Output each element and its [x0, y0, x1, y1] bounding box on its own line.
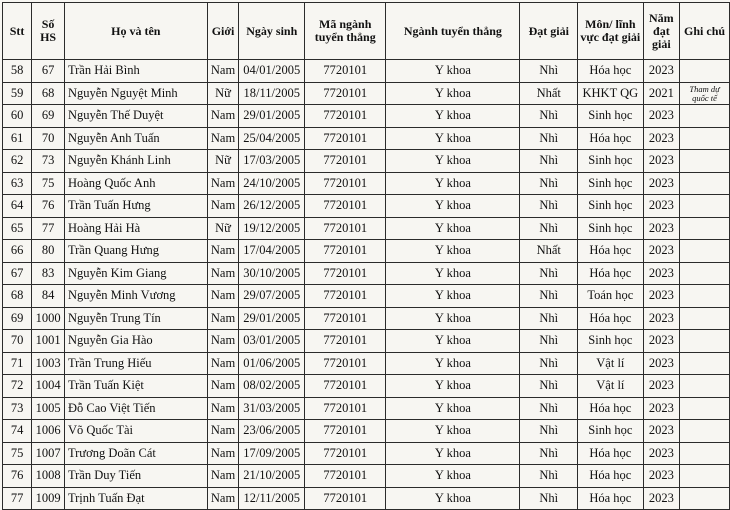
cell-so-hs: 1007: [32, 442, 65, 465]
cell-ho-ten: Trịnh Tuấn Đạt: [64, 487, 207, 510]
cell-so-hs: 75: [32, 172, 65, 195]
cell-ho-ten: Trần Tuấn Hưng: [64, 195, 207, 218]
cell-so-hs: 84: [32, 285, 65, 308]
cell-ho-ten: Trần Tuấn Kiệt: [64, 375, 207, 398]
cell-mon: Hóa học: [578, 262, 644, 285]
header-gioi: Giới: [207, 3, 239, 60]
table-row: [3, 82, 730, 105]
cell-ghi-chu: [680, 487, 730, 510]
cell-mon: KHKT QG: [578, 82, 644, 105]
header-ngay-sinh: Ngày sinh: [239, 3, 305, 60]
cell-stt: 60: [3, 105, 32, 128]
table-row: [3, 262, 730, 285]
cell-nganh: Y khoa: [386, 307, 520, 330]
cell-ghi-chu: Tham dự quốc tế: [680, 82, 730, 105]
cell-stt: 58: [3, 60, 32, 83]
cell-dat-giai: Nhất: [520, 82, 578, 105]
table-row: [3, 465, 730, 488]
cell-stt: 66: [3, 240, 32, 263]
cell-ngay-sinh: 12/11/2005: [239, 487, 305, 510]
cell-nam: 2023: [643, 330, 679, 353]
cell-ngay-sinh: 21/10/2005: [239, 465, 305, 488]
cell-mon: Hóa học: [578, 127, 644, 150]
cell-so-hs: 83: [32, 262, 65, 285]
cell-ma-nganh: 7720101: [305, 442, 386, 465]
cell-ghi-chu: [680, 240, 730, 263]
cell-dat-giai: Nhì: [520, 465, 578, 488]
cell-stt: 74: [3, 420, 32, 443]
cell-ngay-sinh: 17/04/2005: [239, 240, 305, 263]
cell-nganh: Y khoa: [386, 465, 520, 488]
cell-nganh: Y khoa: [386, 487, 520, 510]
table-row: [3, 307, 730, 330]
cell-nam: 2023: [643, 285, 679, 308]
cell-ho-ten: Nguyễn Kim Giang: [64, 262, 207, 285]
cell-gioi: Nam: [207, 375, 239, 398]
cell-ghi-chu: [680, 172, 730, 195]
cell-ho-ten: Trương Doãn Cát: [64, 442, 207, 465]
cell-mon: Sinh học: [578, 195, 644, 218]
cell-ngay-sinh: 29/01/2005: [239, 105, 305, 128]
cell-ma-nganh: 7720101: [305, 105, 386, 128]
cell-mon: Hóa học: [578, 442, 644, 465]
table-row: [3, 240, 730, 263]
cell-gioi: Nam: [207, 465, 239, 488]
cell-stt: 71: [3, 352, 32, 375]
table-row: [3, 375, 730, 398]
cell-dat-giai: Nhì: [520, 442, 578, 465]
cell-ghi-chu: [680, 375, 730, 398]
cell-dat-giai: Nhì: [520, 285, 578, 308]
cell-ngay-sinh: 08/02/2005: [239, 375, 305, 398]
cell-gioi: Nữ: [207, 217, 239, 240]
cell-ma-nganh: 7720101: [305, 330, 386, 353]
cell-ghi-chu: [680, 307, 730, 330]
cell-ghi-chu: [680, 465, 730, 488]
cell-gioi: Nữ: [207, 82, 239, 105]
header-dat-giai: Đạt giải: [520, 3, 578, 60]
cell-ghi-chu: [680, 60, 730, 83]
cell-nganh: Y khoa: [386, 217, 520, 240]
cell-mon: Sinh học: [578, 172, 644, 195]
cell-ma-nganh: 7720101: [305, 127, 386, 150]
cell-gioi: Nam: [207, 352, 239, 375]
cell-stt: 63: [3, 172, 32, 195]
table-row: [3, 195, 730, 218]
cell-nganh: Y khoa: [386, 195, 520, 218]
table-row: [3, 217, 730, 240]
cell-gioi: Nam: [207, 330, 239, 353]
cell-gioi: Nam: [207, 105, 239, 128]
cell-nganh: Y khoa: [386, 105, 520, 128]
cell-nganh: Y khoa: [386, 285, 520, 308]
cell-so-hs: 70: [32, 127, 65, 150]
header-ho-ten: Họ và tên: [64, 3, 207, 60]
cell-dat-giai: Nhì: [520, 487, 578, 510]
cell-nganh: Y khoa: [386, 352, 520, 375]
cell-ho-ten: Trần Trung Hiếu: [64, 352, 207, 375]
cell-stt: 73: [3, 397, 32, 420]
cell-ghi-chu: [680, 150, 730, 173]
header-ma-nganh: Mã ngành tuyển thẳng: [305, 3, 386, 60]
table-row: [3, 397, 730, 420]
cell-stt: 70: [3, 330, 32, 353]
cell-gioi: Nam: [207, 262, 239, 285]
cell-mon: Sinh học: [578, 105, 644, 128]
cell-nganh: Y khoa: [386, 60, 520, 83]
cell-so-hs: 1008: [32, 465, 65, 488]
cell-ghi-chu: [680, 262, 730, 285]
cell-nganh: Y khoa: [386, 240, 520, 263]
cell-gioi: Nam: [207, 397, 239, 420]
cell-stt: 69: [3, 307, 32, 330]
cell-dat-giai: Nhì: [520, 195, 578, 218]
cell-nam: 2023: [643, 487, 679, 510]
cell-gioi: Nữ: [207, 150, 239, 173]
cell-dat-giai: Nhì: [520, 307, 578, 330]
cell-ghi-chu: [680, 217, 730, 240]
cell-so-hs: 68: [32, 82, 65, 105]
cell-ho-ten: Nguyễn Minh Vương: [64, 285, 207, 308]
cell-gioi: Nam: [207, 172, 239, 195]
cell-ghi-chu: [680, 397, 730, 420]
cell-ho-ten: Nguyễn Anh Tuấn: [64, 127, 207, 150]
cell-ho-ten: Trần Hải Bình: [64, 60, 207, 83]
cell-ho-ten: Võ Quốc Tài: [64, 420, 207, 443]
cell-nam: 2023: [643, 465, 679, 488]
cell-mon: Hóa học: [578, 240, 644, 263]
cell-ma-nganh: 7720101: [305, 60, 386, 83]
cell-so-hs: 76: [32, 195, 65, 218]
table-row: [3, 150, 730, 173]
cell-stt: 65: [3, 217, 32, 240]
cell-gioi: Nam: [207, 195, 239, 218]
header-mon: Môn/ lĩnh vực đạt giải: [578, 3, 644, 60]
cell-ho-ten: Nguyễn Nguyệt Minh: [64, 82, 207, 105]
header-stt: Stt: [3, 3, 32, 60]
cell-ngay-sinh: 29/07/2005: [239, 285, 305, 308]
cell-mon: Hóa học: [578, 60, 644, 83]
cell-ngay-sinh: 25/04/2005: [239, 127, 305, 150]
cell-ngay-sinh: 23/06/2005: [239, 420, 305, 443]
cell-ma-nganh: 7720101: [305, 397, 386, 420]
cell-ho-ten: Hoàng Hải Hà: [64, 217, 207, 240]
cell-ghi-chu: [680, 330, 730, 353]
cell-mon: Vật lí: [578, 352, 644, 375]
cell-so-hs: 1004: [32, 375, 65, 398]
cell-so-hs: 73: [32, 150, 65, 173]
table-row: [3, 127, 730, 150]
cell-nam: 2023: [643, 375, 679, 398]
cell-ma-nganh: 7720101: [305, 465, 386, 488]
cell-nam: 2023: [643, 307, 679, 330]
table-row: [3, 487, 730, 510]
cell-ma-nganh: 7720101: [305, 487, 386, 510]
cell-dat-giai: Nhì: [520, 352, 578, 375]
cell-ma-nganh: 7720101: [305, 262, 386, 285]
cell-dat-giai: Nhì: [520, 217, 578, 240]
cell-ho-ten: Trần Quang Hưng: [64, 240, 207, 263]
cell-stt: 75: [3, 442, 32, 465]
cell-mon: Hóa học: [578, 465, 644, 488]
cell-nganh: Y khoa: [386, 420, 520, 443]
header-ghi-chu: Ghi chú: [680, 3, 730, 60]
cell-ma-nganh: 7720101: [305, 217, 386, 240]
cell-nam: 2023: [643, 352, 679, 375]
cell-stt: 61: [3, 127, 32, 150]
header-nam: Năm đạt giải: [643, 3, 679, 60]
cell-nganh: Y khoa: [386, 150, 520, 173]
cell-ngay-sinh: 29/01/2005: [239, 307, 305, 330]
cell-ngay-sinh: 30/10/2005: [239, 262, 305, 285]
cell-ghi-chu: [680, 352, 730, 375]
cell-mon: Hóa học: [578, 397, 644, 420]
cell-ho-ten: Đỗ Cao Việt Tiến: [64, 397, 207, 420]
table-row: [3, 172, 730, 195]
cell-mon: Hóa học: [578, 487, 644, 510]
cell-nam: 2023: [643, 172, 679, 195]
cell-so-hs: 77: [32, 217, 65, 240]
cell-mon: Sinh học: [578, 420, 644, 443]
cell-ma-nganh: 7720101: [305, 150, 386, 173]
cell-nam: 2023: [643, 240, 679, 263]
cell-dat-giai: Nhì: [520, 172, 578, 195]
cell-nganh: Y khoa: [386, 172, 520, 195]
cell-mon: Sinh học: [578, 330, 644, 353]
cell-gioi: Nam: [207, 442, 239, 465]
table-row: [3, 60, 730, 83]
admission-list-sheet: [2, 2, 730, 510]
cell-ma-nganh: 7720101: [305, 375, 386, 398]
cell-stt: 64: [3, 195, 32, 218]
cell-ma-nganh: 7720101: [305, 420, 386, 443]
cell-stt: 67: [3, 262, 32, 285]
cell-nganh: Y khoa: [386, 127, 520, 150]
cell-dat-giai: Nhì: [520, 397, 578, 420]
cell-so-hs: 1003: [32, 352, 65, 375]
cell-nam: 2023: [643, 60, 679, 83]
cell-ngay-sinh: 24/10/2005: [239, 172, 305, 195]
cell-so-hs: 1000: [32, 307, 65, 330]
cell-ho-ten: Nguyễn Khánh Linh: [64, 150, 207, 173]
cell-so-hs: 67: [32, 60, 65, 83]
cell-gioi: Nam: [207, 420, 239, 443]
cell-mon: Sinh học: [578, 217, 644, 240]
cell-ma-nganh: 7720101: [305, 172, 386, 195]
cell-dat-giai: Nhì: [520, 262, 578, 285]
header-nganh: Ngành tuyển thẳng: [386, 3, 520, 60]
cell-dat-giai: Nhì: [520, 420, 578, 443]
cell-ngay-sinh: 17/03/2005: [239, 150, 305, 173]
cell-ho-ten: Hoàng Quốc Anh: [64, 172, 207, 195]
table-row: [3, 285, 730, 308]
cell-gioi: Nam: [207, 127, 239, 150]
cell-ho-ten: Nguyễn Trung Tín: [64, 307, 207, 330]
cell-dat-giai: Nhì: [520, 127, 578, 150]
table-row: [3, 105, 730, 128]
cell-so-hs: 69: [32, 105, 65, 128]
cell-dat-giai: Nhì: [520, 105, 578, 128]
admission-table: [2, 2, 730, 510]
cell-stt: 72: [3, 375, 32, 398]
cell-gioi: Nam: [207, 487, 239, 510]
cell-ngay-sinh: 03/01/2005: [239, 330, 305, 353]
cell-nganh: Y khoa: [386, 82, 520, 105]
cell-nam: 2023: [643, 420, 679, 443]
cell-nam: 2023: [643, 217, 679, 240]
cell-ma-nganh: 7720101: [305, 352, 386, 375]
cell-dat-giai: Nhì: [520, 150, 578, 173]
cell-ghi-chu: [680, 285, 730, 308]
cell-ma-nganh: 7720101: [305, 285, 386, 308]
cell-ma-nganh: 7720101: [305, 195, 386, 218]
cell-gioi: Nam: [207, 307, 239, 330]
table-body: [3, 60, 730, 510]
cell-so-hs: 1001: [32, 330, 65, 353]
cell-nganh: Y khoa: [386, 442, 520, 465]
cell-dat-giai: Nhì: [520, 375, 578, 398]
cell-ma-nganh: 7720101: [305, 82, 386, 105]
cell-ngay-sinh: 04/01/2005: [239, 60, 305, 83]
cell-ghi-chu: [680, 195, 730, 218]
cell-nam: 2023: [643, 262, 679, 285]
cell-ma-nganh: 7720101: [305, 240, 386, 263]
cell-ngay-sinh: 19/12/2005: [239, 217, 305, 240]
cell-nganh: Y khoa: [386, 397, 520, 420]
cell-dat-giai: Nhì: [520, 60, 578, 83]
cell-so-hs: 1009: [32, 487, 65, 510]
cell-ngay-sinh: 31/03/2005: [239, 397, 305, 420]
cell-so-hs: 1006: [32, 420, 65, 443]
cell-ghi-chu: [680, 420, 730, 443]
cell-nganh: Y khoa: [386, 330, 520, 353]
table-row: [3, 442, 730, 465]
cell-ghi-chu: [680, 105, 730, 128]
cell-ngay-sinh: 18/11/2005: [239, 82, 305, 105]
cell-so-hs: 1005: [32, 397, 65, 420]
cell-dat-giai: Nhì: [520, 330, 578, 353]
cell-gioi: Nam: [207, 240, 239, 263]
cell-nganh: Y khoa: [386, 262, 520, 285]
cell-ho-ten: Nguyễn Thế Duyệt: [64, 105, 207, 128]
table-row: [3, 420, 730, 443]
table-row: [3, 330, 730, 353]
cell-stt: 62: [3, 150, 32, 173]
cell-so-hs: 80: [32, 240, 65, 263]
cell-nam: 2023: [643, 150, 679, 173]
cell-stt: 76: [3, 465, 32, 488]
table-row: [3, 352, 730, 375]
cell-mon: Toán học: [578, 285, 644, 308]
cell-dat-giai: Nhất: [520, 240, 578, 263]
cell-mon: Vật lí: [578, 375, 644, 398]
cell-nganh: Y khoa: [386, 375, 520, 398]
header-row: [3, 3, 730, 60]
cell-ma-nganh: 7720101: [305, 307, 386, 330]
header-so-hs: Số HS: [32, 3, 65, 60]
cell-ngay-sinh: 01/06/2005: [239, 352, 305, 375]
cell-gioi: Nam: [207, 285, 239, 308]
cell-ngay-sinh: 17/09/2005: [239, 442, 305, 465]
cell-ho-ten: Trần Duy Tiến: [64, 465, 207, 488]
cell-nam: 2023: [643, 195, 679, 218]
cell-stt: 77: [3, 487, 32, 510]
cell-nam: 2023: [643, 127, 679, 150]
cell-gioi: Nam: [207, 60, 239, 83]
cell-nam: 2023: [643, 397, 679, 420]
cell-ho-ten: Nguyễn Gia Hào: [64, 330, 207, 353]
cell-nam: 2023: [643, 105, 679, 128]
cell-nam: 2021: [643, 82, 679, 105]
cell-ghi-chu: [680, 127, 730, 150]
cell-ngay-sinh: 26/12/2005: [239, 195, 305, 218]
cell-stt: 68: [3, 285, 32, 308]
cell-nam: 2023: [643, 442, 679, 465]
cell-mon: Sinh học: [578, 150, 644, 173]
cell-stt: 59: [3, 82, 32, 105]
cell-mon: Hóa học: [578, 307, 644, 330]
cell-ghi-chu: [680, 442, 730, 465]
